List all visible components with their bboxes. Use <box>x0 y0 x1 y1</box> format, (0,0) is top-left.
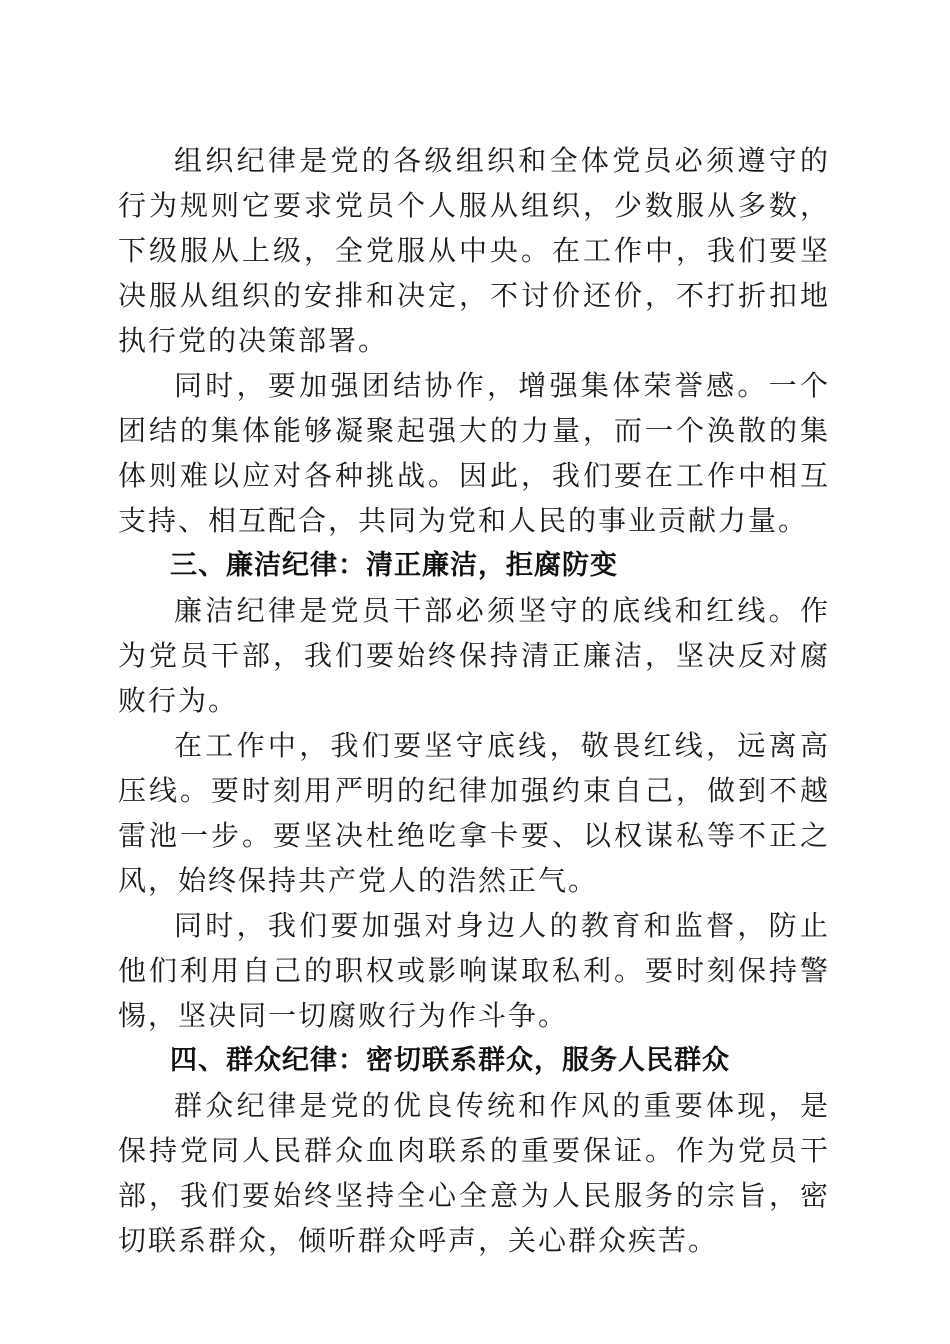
paragraph-integrity-at-work: 在工作中，我们要坚守底线，敬畏红线，远离高压线。要时刻用严明的纪律加强约束自己，做到不越雷池一步。要坚决杜绝吃拿卡要、以权谋私等不正之风，始终保持共产党人的浩然正气。 <box>118 729 830 897</box>
section-heading-mass-discipline: 四、群众纪律：密切联系群众，服务人民群众 <box>170 1045 730 1076</box>
paragraph-mass-discipline: 群众纪律是党的优良传统和作风的重要体现，是保持党同人民群众血肉联系的重要保证。作为党员干部，我们要始终坚持全心全意为人民服务的宗旨，密切联系群众，倾听群众呼声，关心群众疾苦。 <box>118 1089 830 1257</box>
document-body <box>118 138 830 1263</box>
paragraph-integrity-baseline: 廉洁纪律是党员干部必须坚守的底线和红线。作为党员干部，我们要始终保持清正廉洁，坚决反对腐败行为。 <box>118 594 830 717</box>
paragraph-unity-cooperation: 同时，要加强团结协作，增强集体荣誉感。一个团结的集体能够凝聚起强大的力量，而一个涣散的集体则难以应对各种挑战。因此，我们要在工作中相互支持、相互配合，共同为党和人民的事业贡献力量。 <box>118 369 830 537</box>
section-heading-integrity-discipline: 三、廉洁纪律：清正廉洁，拒腐防变 <box>170 550 618 581</box>
paragraph-supervision: 同时，我们要加强对身边人的教育和监督，防止他们利用自己的职权或影响谋取私利。要时刻保持警惕，坚决同一切腐败行为作斗争。 <box>118 909 830 1032</box>
paragraph-organizational-discipline: 组织纪律是党的各级组织和全体党员必须遵守的行为规则它要求党员个人服从组织，少数服从多数，下级服从上级，全党服从中央。在工作中，我们要坚决服从组织的安排和决定，不讨价还价，不打折扣地执行党的决策部署。 <box>118 144 830 357</box>
